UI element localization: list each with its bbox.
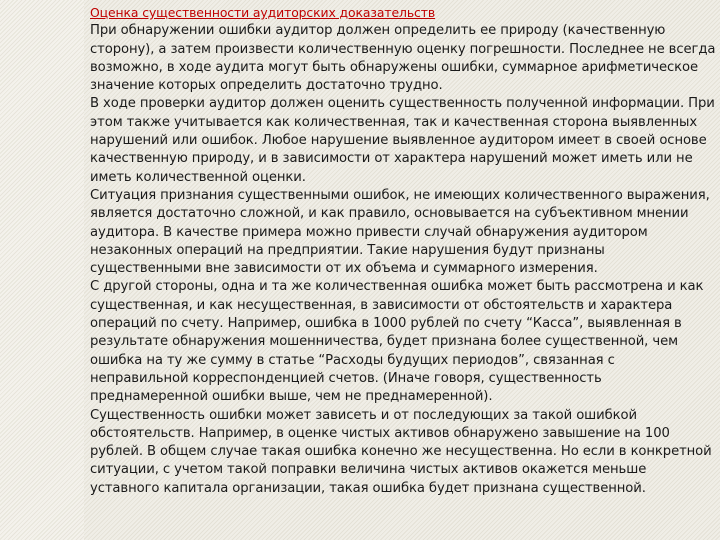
paragraph-non-quantitative-errors: Ситуация признания существенными ошибок, не имеющих количественного выражения, является достаточно сложной, и как правило, основывается на субъективном мнении аудитора. В качестве примера можно привести случай обнаружения аудитором незаконных операций на предприятии. Такие нарушения будут признаны существенными вне зависимости от их объема и суммарного измерения. [90, 187, 710, 277]
slide-content [90, 4, 716, 498]
paragraph-materiality-assessment: В ходе проверки аудитор должен оценить существенность полученной информации. При этом также учитывается как количественная, так и качественная сторона выявленных нарушений или ошибок. Любое нарушение выявленное аудитором имеет в своей основе качественную природу, и в зависимости от характера нарушений может иметь или не иметь количественной оценки. [90, 96, 715, 185]
paragraph-same-amount-example: С другой стороны, одна и та же количественная ошибка может быть рассмотрена и как существенная, и как несущественная, в зависимости от обстоятельств и характера операций по счету. Например, ошибка в 1000 рублей по счету “Касса”, выявленная в результате обнаружения мошенничества, будет признана более существенной, чем ошибка на ту же сумму в статье “Расходы будущих периодов”, связанная с неправильной корреспонденцией счетов. (Иначе говоря, существенность преднамеренной ошибки выше, чем не преднамеренной). [90, 279, 704, 405]
left-background-band [0, 0, 84, 540]
paragraph-error-nature: При обнаружении ошибки аудитор должен определить ее природу (качественную сторону), а затем произвести количественную оценку погрешности. Последнее не всегда возможно, в ходе аудита могут быть обнаружены ошибки, суммарное арифметическое значение которых определить достаточно трудно. [90, 23, 716, 94]
slide-title: Оценка существенности аудиторских доказательств [90, 5, 436, 20]
paragraph-subsequent-circumstances: Существенность ошибки может зависеть и от последующих за такой ошибкой обстоятельств. Например, в оценке чистых активов обнаружено завышение на 100 рублей. В общем случае такая ошибка конечно же несущественна. Но если в конкретной ситуации, с учетом такой поправки величина чистых активов окажется меньше уставного капитала организации, такая ошибка будет признана существенной. [90, 407, 712, 496]
